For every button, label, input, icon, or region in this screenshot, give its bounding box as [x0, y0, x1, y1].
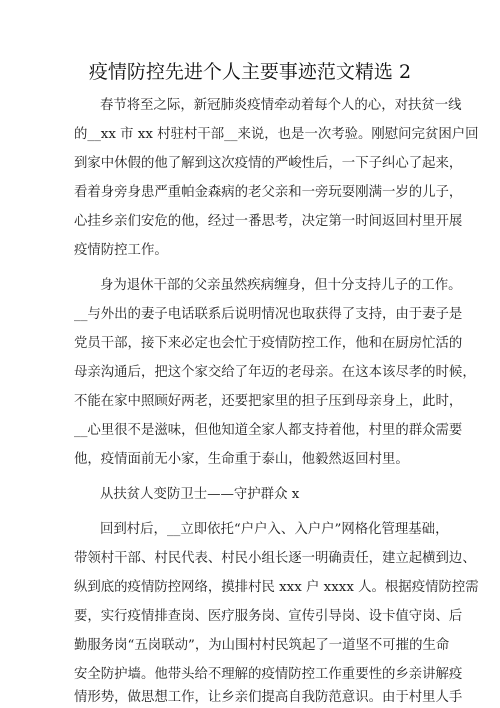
- paragraph-line: 到家中休假的他了解到这次疫情的严峻性后，一下子纠心了起来，: [74, 156, 463, 171]
- paragraph-line: __与外出的妻子电话联系后说明情况也取获得了支持，由于妻子是: [74, 307, 463, 322]
- paragraph-line: 纵到底的疫情防控网络，摸排村民 xxx 户 xxxx 人。根据疫情防控需: [74, 580, 479, 595]
- paragraph-line: __心里很不是滋味，但他知道全家人都支持着他，村里的群众需要: [74, 423, 463, 438]
- paragraph-line: 党员干部，接下来必定也会忙于疫情防控工作，他和在厨房忙活的: [74, 336, 463, 351]
- section-heading: 从扶贫人变防卫士——守护群众 x: [100, 487, 300, 502]
- paragraph-line: 他，疫情面前无小家，生命重于泰山，他毅然返回村里。: [74, 452, 409, 467]
- paragraph-line: 的__xx 市 xx 村驻村干部__来说，也是一次考验。刚慰问完贫困户回: [74, 127, 479, 142]
- paragraph-line: 春节将至之际，新冠肺炎疫情牵动着每个人的心，对扶贫一线: [100, 98, 462, 113]
- paragraph-line: 看着身旁身患严重帕金森病的老父亲和一旁玩耍刚满一岁的儿子，: [74, 185, 463, 200]
- paragraph-line: 勤服务岗“五岗联动”，为山围村村民筑起了一道坚不可摧的生命: [74, 638, 450, 653]
- paragraph-line: 母亲沟通后，把这个家交给了年迈的老母亲。在这本该尽孝的时候，: [74, 365, 476, 380]
- paragraph-line: 不能在家中照顾好两老，还要把家里的担子压到母亲身上，此时，: [74, 394, 463, 409]
- document-title: 疫情防控先进个人主要事迹范文精选 2: [88, 61, 412, 83]
- paragraph-line: 回到村后，__立即依托“户户入、入户户”网格化管理基础，: [100, 522, 449, 537]
- paragraph-line: 疫情防控工作。: [74, 243, 168, 258]
- paragraph-line: 心挂乡亲们安危的他，经过一番思考，决定第一时间返回村里开展: [74, 214, 463, 229]
- paragraph-line: 要，实行疫情排查岗、医疗服务岗、宣传引导岗、设卡值守岗、后: [74, 609, 463, 624]
- paragraph-line: 情形势，做思想工作，让乡亲们提高自我防范意识。由于村里人手: [74, 690, 463, 705]
- paragraph-line: 安全防护墙。他带头给不理解的疫情防控工作重要性的乡亲讲解疫: [74, 667, 463, 682]
- paragraph-line: 身为退休干部的父亲虽然疾病缠身，但十分支持儿子的工作。: [100, 278, 462, 293]
- paragraph-line: 带领村干部、村民代表、村民小组长逐一明确责任，建立起横到边、: [74, 551, 476, 566]
